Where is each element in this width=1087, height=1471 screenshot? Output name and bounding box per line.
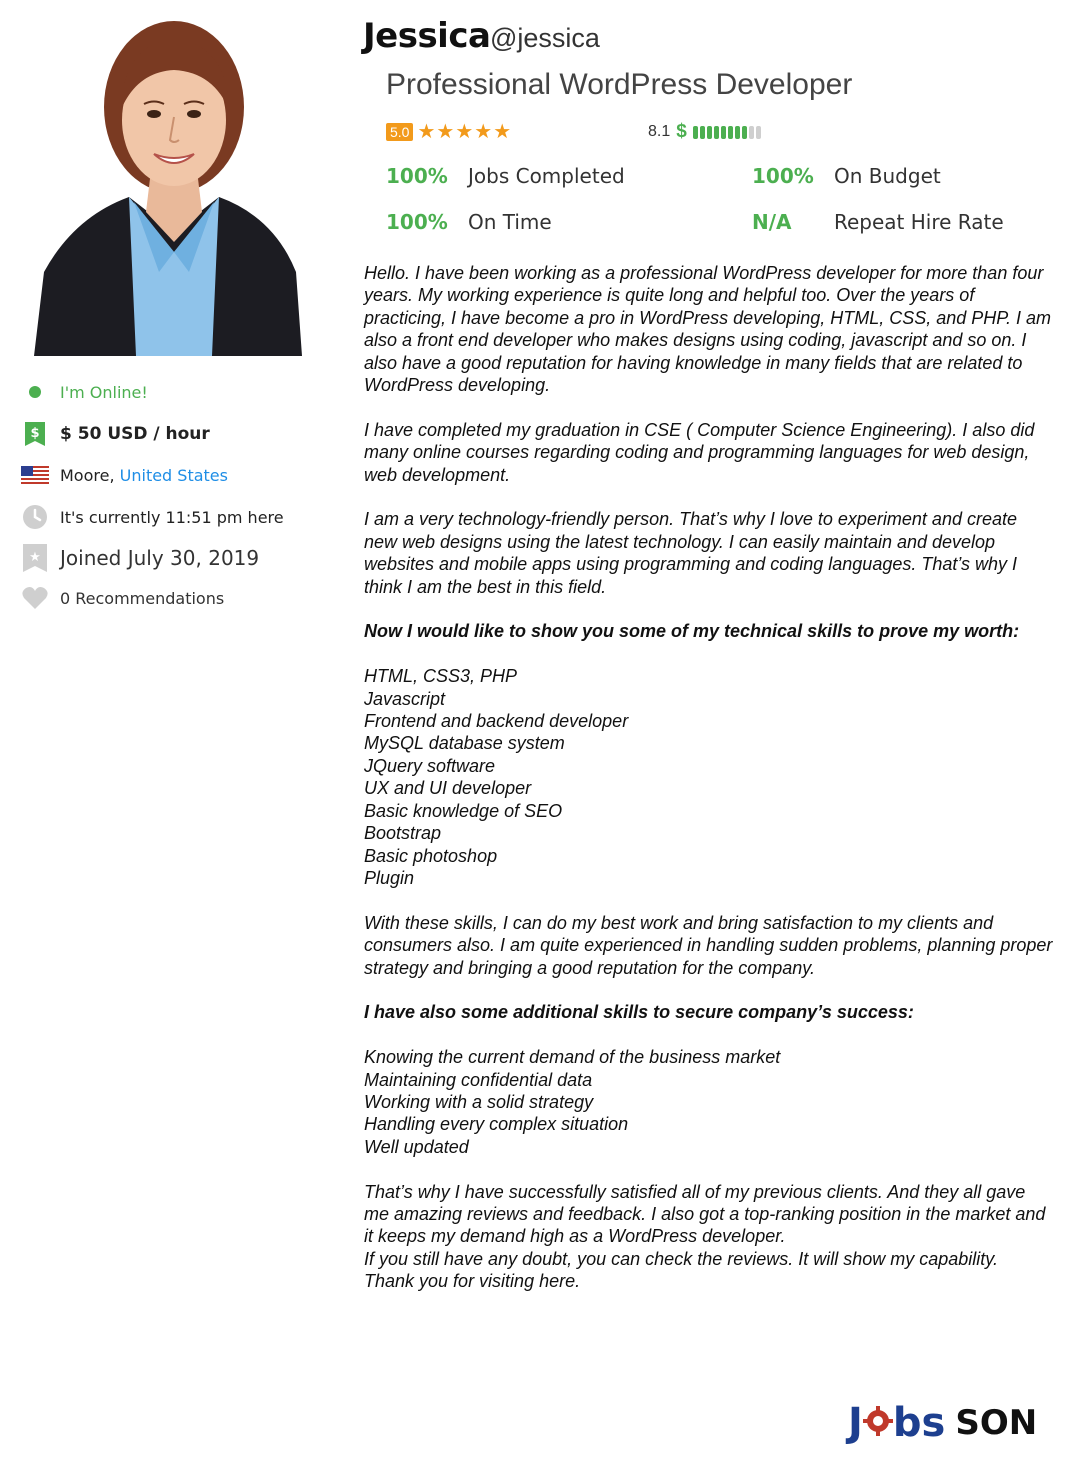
additional-skills-heading: I have also some additional skills to secure company’s success:	[364, 1002, 914, 1023]
gear-icon	[863, 1406, 893, 1440]
location-country-link[interactable]: United States	[119, 465, 228, 485]
bio-paragraph: That’s why I have successfully satisfied all of my previous clients. And they all gave me amazing reviews and feedback. I also got a top-ranking position in the market and it keeps my demand high as a WordPress developer.	[364, 1181, 1046, 1247]
recommendations	[20, 583, 224, 613]
earnings-bar-segment	[714, 126, 719, 139]
stat-label: Repeat Hire Rate	[834, 210, 1004, 234]
logo-letter-j: J	[848, 1400, 863, 1446]
logo-son: SON	[955, 1403, 1038, 1443]
hourly-rate-label: $ 50 USD / hour	[60, 424, 210, 444]
stat-label: On Budget	[834, 164, 941, 188]
online-label: I'm Online!	[60, 382, 148, 402]
star-icon: ★	[493, 121, 513, 143]
stat-value: 100%	[386, 210, 448, 234]
online-status	[20, 377, 148, 407]
earnings-bar	[693, 126, 763, 139]
location-city: Moore,	[60, 465, 115, 485]
joined-label: Joined July 30, 2019	[60, 546, 260, 570]
earnings-bar-segment	[700, 126, 705, 139]
additional-skills-list	[364, 1046, 1054, 1158]
additional-skill-item: Knowing the current demand of the business market	[364, 1047, 781, 1068]
bio-paragraph: If you still have any doubt, you can check the reviews. It will show my capability.	[364, 1248, 998, 1269]
profile-name: Jessica	[363, 16, 491, 56]
earnings-score	[648, 121, 763, 143]
skill-item: Javascript	[364, 688, 446, 709]
additional-skill-item: Handling every complex situation	[364, 1114, 629, 1135]
skill-item: JQuery software	[364, 755, 496, 776]
bio-paragraph: Hello. I have been working as a professional WordPress developer for more than four years. My working experience is quite long and helpful too. Over the years of practicing, I have become a pro in WordPress developing, HTML, CSS, and PHP. I am also a front end developer who makes designs using coding, javascript and so on. I also have a good reputation for having knowledge in many fields that are related to WordPress developing.	[364, 263, 1051, 396]
earnings-bar-segment	[693, 126, 698, 139]
logo-letters-bs: bs	[892, 1400, 946, 1446]
rating-stars	[417, 122, 512, 142]
profile-bio	[364, 262, 1054, 1293]
clock-icon	[20, 502, 50, 532]
us-flag-icon	[20, 460, 50, 490]
skill-item: MySQL database system	[364, 733, 565, 754]
local-time	[20, 502, 284, 532]
stat-label: On Time	[468, 210, 552, 234]
earnings-bar-segment	[721, 126, 726, 139]
star-icon: ★	[436, 121, 456, 143]
stat-label: Jobs Completed	[468, 164, 625, 188]
joined-date	[20, 543, 259, 573]
stat-value: N/A	[752, 210, 792, 234]
skills-list	[364, 665, 1054, 889]
earnings-bar-segment	[707, 126, 712, 139]
local-time-label: It's currently 11:51 pm here	[60, 507, 284, 527]
stat-value: 100%	[386, 164, 448, 188]
rating-row	[386, 122, 512, 142]
skill-item: Plugin	[364, 867, 415, 888]
heart-icon	[20, 583, 50, 613]
stat-value: 100%	[752, 164, 814, 188]
star-icon: ★	[455, 121, 475, 143]
bio-paragraph: I am a very technology-friendly person. That’s why I love to experiment and create new web designs using the latest technology. I can easily maintain and develop websites and mobile apps using programming and coding languages. That’s why I think I am the best in this field.	[364, 509, 1018, 597]
additional-skill-item: Maintaining confidential data	[364, 1069, 593, 1090]
star-icon: ★	[417, 121, 437, 143]
profile-headline: Professional WordPress Developer	[386, 68, 853, 101]
hourly-rate	[20, 419, 210, 449]
profile-photo	[34, 12, 302, 356]
skill-item: HTML, CSS3, PHP	[364, 666, 518, 687]
bio-paragraph: With these skills, I can do my best work and bring satisfaction to my clients and consumers also. I am quite experienced in handling sudden problems, planning proper strategy and bringing a good reputation for the company.	[364, 912, 1053, 978]
online-dot-icon	[29, 386, 41, 398]
skill-item: Basic photoshop	[364, 845, 498, 866]
earnings-bar-segment	[756, 126, 761, 139]
dollar-icon: $	[676, 121, 687, 142]
skill-item: Basic knowledge of SEO	[364, 800, 563, 821]
earnings-bar-segment	[728, 126, 733, 139]
additional-skill-item: Working with a solid strategy	[364, 1091, 594, 1112]
money-tag-icon	[20, 419, 50, 449]
earnings-score-value: 8.1	[648, 123, 671, 140]
location	[20, 460, 228, 490]
bio-paragraph: Thank you for visiting here.	[364, 1271, 581, 1292]
bio-paragraph: I have completed my graduation in CSE ( Computer Science Engineering). I also did many online courses regarding coding and programming languages for web design, web development.	[364, 419, 1035, 485]
additional-skill-item: Well updated	[364, 1136, 469, 1157]
svg-text:$: $	[30, 426, 40, 441]
svg-text:★: ★	[29, 550, 41, 565]
ribbon-badge-icon	[20, 543, 50, 573]
earnings-bar-segment	[735, 126, 740, 139]
earnings-bar-segment	[742, 126, 747, 139]
star-icon: ★	[474, 121, 494, 143]
skill-item: UX and UI developer	[364, 778, 532, 799]
jobsson-logo	[848, 1400, 1037, 1446]
skill-item: Frontend and backend developer	[364, 711, 629, 732]
skill-item: Bootstrap	[364, 823, 442, 844]
profile-handle: @jessica	[490, 23, 600, 53]
skills-heading: Now I would like to show you some of my technical skills to prove my worth:	[364, 621, 1020, 642]
earnings-bar-segment	[749, 126, 754, 139]
rating-badge: 5.0	[386, 123, 413, 141]
recommendations-label: 0 Recommendations	[60, 588, 225, 608]
